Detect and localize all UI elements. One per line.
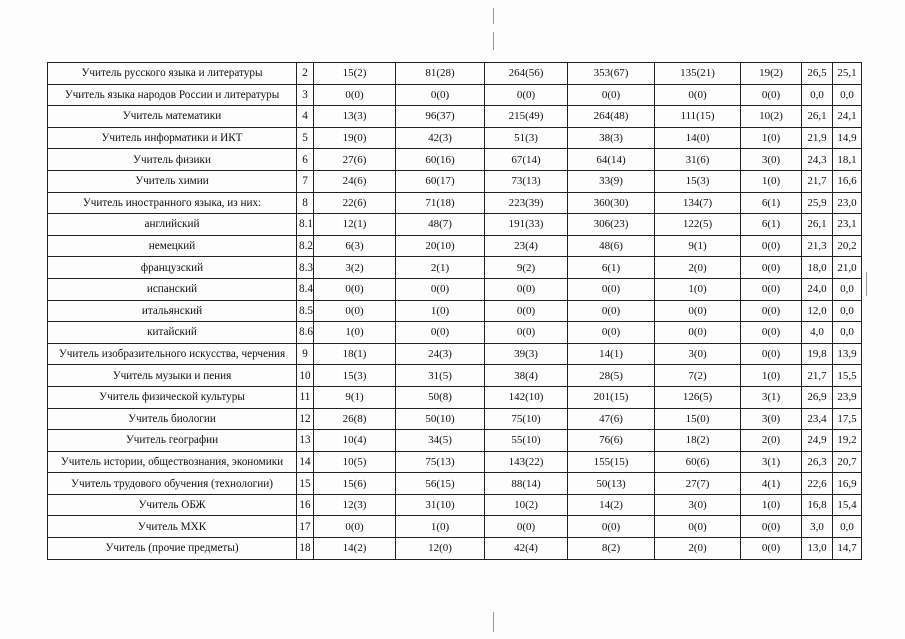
- value-cell: 3(1): [741, 386, 802, 408]
- table-row: [48, 516, 862, 538]
- value-cell: 9(2): [485, 257, 568, 279]
- value-cell: 0,0: [802, 84, 833, 106]
- value-cell: 48(6): [568, 235, 655, 257]
- value-cell: 1(0): [741, 365, 802, 387]
- value-cell: 19(2): [741, 63, 802, 85]
- value-cell: 14,7: [833, 538, 862, 560]
- value-cell: 75(10): [485, 408, 568, 430]
- value-cell: 0(0): [741, 538, 802, 560]
- row-code-cell: 8.1: [297, 214, 314, 236]
- row-code-cell: 2: [297, 63, 314, 85]
- value-cell: 21,9: [802, 127, 833, 149]
- subject-cell: Учитель иностранного языка, из них:: [48, 192, 297, 214]
- value-cell: 0(0): [741, 343, 802, 365]
- value-cell: 96(37): [396, 106, 485, 128]
- row-code-cell: 12: [297, 408, 314, 430]
- table-row: [48, 106, 862, 128]
- value-cell: 34(5): [396, 430, 485, 452]
- subject-cell: Учитель языка народов России и литературы: [48, 84, 297, 106]
- table-row: [48, 300, 862, 322]
- subject-cell: английский: [48, 214, 297, 236]
- value-cell: 1(0): [741, 127, 802, 149]
- subject-cell: Учитель физической культуры: [48, 386, 297, 408]
- value-cell: 1(0): [655, 278, 741, 300]
- row-code-cell: 8.3: [297, 257, 314, 279]
- value-cell: 8(2): [568, 538, 655, 560]
- value-cell: 0,0: [833, 322, 862, 344]
- table-row: [48, 192, 862, 214]
- value-cell: 6(1): [741, 192, 802, 214]
- table-row: [48, 235, 862, 257]
- value-cell: 42(4): [485, 538, 568, 560]
- value-cell: 9(1): [655, 235, 741, 257]
- value-cell: 15(2): [314, 63, 396, 85]
- subject-cell: Учитель истории, обществознания, экономики: [48, 451, 297, 473]
- value-cell: 23,9: [833, 386, 862, 408]
- table-row: [48, 170, 862, 192]
- value-cell: 0(0): [741, 84, 802, 106]
- value-cell: 0(0): [314, 84, 396, 106]
- value-cell: 13,0: [802, 538, 833, 560]
- row-code-cell: 14: [297, 451, 314, 473]
- table-row: [48, 63, 862, 85]
- value-cell: 7(2): [655, 365, 741, 387]
- value-cell: 10(5): [314, 451, 396, 473]
- value-cell: 3(0): [741, 408, 802, 430]
- value-cell: 0(0): [568, 516, 655, 538]
- value-cell: 0,0: [833, 516, 862, 538]
- scan-mark-right: [866, 272, 867, 296]
- scan-mark-top: [493, 8, 494, 24]
- row-code-cell: 8.5: [297, 300, 314, 322]
- value-cell: 0(0): [485, 322, 568, 344]
- value-cell: 26,1: [802, 214, 833, 236]
- value-cell: 0(0): [314, 300, 396, 322]
- row-code-cell: 7: [297, 170, 314, 192]
- value-cell: 75(13): [396, 451, 485, 473]
- value-cell: 13,9: [833, 343, 862, 365]
- value-cell: 1(0): [396, 300, 485, 322]
- row-code-cell: 8.2: [297, 235, 314, 257]
- value-cell: 0(0): [568, 300, 655, 322]
- value-cell: 60(6): [655, 451, 741, 473]
- value-cell: 21,7: [802, 365, 833, 387]
- value-cell: 20,7: [833, 451, 862, 473]
- value-cell: 306(23): [568, 214, 655, 236]
- table-row: [48, 214, 862, 236]
- table-row: [48, 473, 862, 495]
- subject-cell: Учитель ОБЖ: [48, 494, 297, 516]
- subject-cell: итальянский: [48, 300, 297, 322]
- value-cell: 0(0): [741, 322, 802, 344]
- value-cell: 1(0): [314, 322, 396, 344]
- value-cell: 10(4): [314, 430, 396, 452]
- value-cell: 26,9: [802, 386, 833, 408]
- scan-mark-bottom: [493, 612, 494, 632]
- value-cell: 39(3): [485, 343, 568, 365]
- value-cell: 31(10): [396, 494, 485, 516]
- value-cell: 38(4): [485, 365, 568, 387]
- value-cell: 142(10): [485, 386, 568, 408]
- value-cell: 3(1): [741, 451, 802, 473]
- value-cell: 23,4: [802, 408, 833, 430]
- row-code-cell: 5: [297, 127, 314, 149]
- row-code-cell: 6: [297, 149, 314, 171]
- value-cell: 15(3): [655, 170, 741, 192]
- value-cell: 24(3): [396, 343, 485, 365]
- value-cell: 20(10): [396, 235, 485, 257]
- value-cell: 15,5: [833, 365, 862, 387]
- value-cell: 26,1: [802, 106, 833, 128]
- value-cell: 26,5: [802, 63, 833, 85]
- value-cell: 0(0): [655, 84, 741, 106]
- value-cell: 111(15): [655, 106, 741, 128]
- value-cell: 134(7): [655, 192, 741, 214]
- value-cell: 3(0): [741, 149, 802, 171]
- value-cell: 201(15): [568, 386, 655, 408]
- value-cell: 18,1: [833, 149, 862, 171]
- value-cell: 0(0): [741, 235, 802, 257]
- value-cell: 2(1): [396, 257, 485, 279]
- value-cell: 1(0): [741, 170, 802, 192]
- value-cell: 19,8: [802, 343, 833, 365]
- value-cell: 0(0): [314, 278, 396, 300]
- value-cell: 27(7): [655, 473, 741, 495]
- value-cell: 353(67): [568, 63, 655, 85]
- value-cell: 38(3): [568, 127, 655, 149]
- value-cell: 0(0): [655, 300, 741, 322]
- table-row: [48, 257, 862, 279]
- subject-cell: Учитель химии: [48, 170, 297, 192]
- value-cell: 122(5): [655, 214, 741, 236]
- subject-cell: Учитель русского языка и литературы: [48, 63, 297, 85]
- value-cell: 50(13): [568, 473, 655, 495]
- row-code-cell: 15: [297, 473, 314, 495]
- value-cell: 12(0): [396, 538, 485, 560]
- value-cell: 18(1): [314, 343, 396, 365]
- table-row: [48, 408, 862, 430]
- value-cell: 42(3): [396, 127, 485, 149]
- value-cell: 23,1: [833, 214, 862, 236]
- subject-cell: французский: [48, 257, 297, 279]
- value-cell: 3,0: [802, 516, 833, 538]
- row-code-cell: 17: [297, 516, 314, 538]
- value-cell: 55(10): [485, 430, 568, 452]
- value-cell: 0,0: [833, 300, 862, 322]
- value-cell: 2(0): [655, 538, 741, 560]
- value-cell: 81(28): [396, 63, 485, 85]
- value-cell: 16,8: [802, 494, 833, 516]
- value-cell: 126(5): [655, 386, 741, 408]
- value-cell: 12(1): [314, 214, 396, 236]
- row-code-cell: 10: [297, 365, 314, 387]
- value-cell: 48(7): [396, 214, 485, 236]
- value-cell: 19(0): [314, 127, 396, 149]
- value-cell: 215(49): [485, 106, 568, 128]
- value-cell: 15(6): [314, 473, 396, 495]
- value-cell: 24,3: [802, 149, 833, 171]
- row-code-cell: 16: [297, 494, 314, 516]
- value-cell: 3(2): [314, 257, 396, 279]
- value-cell: 0(0): [485, 278, 568, 300]
- value-cell: 0(0): [568, 278, 655, 300]
- value-cell: 31(5): [396, 365, 485, 387]
- table-row: [48, 343, 862, 365]
- value-cell: 135(21): [655, 63, 741, 85]
- table-row: [48, 127, 862, 149]
- subject-cell: немецкий: [48, 235, 297, 257]
- row-code-cell: 8.4: [297, 278, 314, 300]
- subject-cell: Учитель трудового обучения (технологии): [48, 473, 297, 495]
- scan-mark-top-2: [493, 32, 494, 50]
- value-cell: 10(2): [485, 494, 568, 516]
- table-row: [48, 322, 862, 344]
- subject-cell: Учитель физики: [48, 149, 297, 171]
- row-code-cell: 11: [297, 386, 314, 408]
- value-cell: 13(3): [314, 106, 396, 128]
- value-cell: 60(16): [396, 149, 485, 171]
- value-cell: 21,3: [802, 235, 833, 257]
- subject-cell: Учитель МХК: [48, 516, 297, 538]
- value-cell: 25,9: [802, 192, 833, 214]
- row-code-cell: 3: [297, 84, 314, 106]
- subject-cell: Учитель изобразительного искусства, черчения: [48, 343, 297, 365]
- value-cell: 2(0): [655, 257, 741, 279]
- value-cell: 0(0): [741, 257, 802, 279]
- subject-cell: китайский: [48, 322, 297, 344]
- value-cell: 0(0): [741, 300, 802, 322]
- value-cell: 0(0): [568, 322, 655, 344]
- value-cell: 12(3): [314, 494, 396, 516]
- value-cell: 3(0): [655, 494, 741, 516]
- value-cell: 2(0): [741, 430, 802, 452]
- value-cell: 155(15): [568, 451, 655, 473]
- value-cell: 22,6: [802, 473, 833, 495]
- value-cell: 23(4): [485, 235, 568, 257]
- value-cell: 6(1): [741, 214, 802, 236]
- value-cell: 19,2: [833, 430, 862, 452]
- value-cell: 360(30): [568, 192, 655, 214]
- value-cell: 0(0): [396, 322, 485, 344]
- value-cell: 26(8): [314, 408, 396, 430]
- table-row: [48, 494, 862, 516]
- value-cell: 24,1: [833, 106, 862, 128]
- value-cell: 50(8): [396, 386, 485, 408]
- table-row: [48, 386, 862, 408]
- value-cell: 15,4: [833, 494, 862, 516]
- value-cell: 71(18): [396, 192, 485, 214]
- value-cell: 51(3): [485, 127, 568, 149]
- value-cell: 16,9: [833, 473, 862, 495]
- value-cell: 0(0): [485, 84, 568, 106]
- value-cell: 0(0): [741, 516, 802, 538]
- value-cell: 25,1: [833, 63, 862, 85]
- value-cell: 10(2): [741, 106, 802, 128]
- value-cell: 26,3: [802, 451, 833, 473]
- value-cell: 24(6): [314, 170, 396, 192]
- table-row: [48, 430, 862, 452]
- value-cell: 17,5: [833, 408, 862, 430]
- subject-cell: Учитель географии: [48, 430, 297, 452]
- value-cell: 88(14): [485, 473, 568, 495]
- value-cell: 60(17): [396, 170, 485, 192]
- value-cell: 4(1): [741, 473, 802, 495]
- value-cell: 0,0: [833, 278, 862, 300]
- subject-cell: Учитель биологии: [48, 408, 297, 430]
- value-cell: 21,0: [833, 257, 862, 279]
- value-cell: 0(0): [485, 300, 568, 322]
- subject-cell: Учитель математики: [48, 106, 297, 128]
- value-cell: 143(22): [485, 451, 568, 473]
- value-cell: 21,7: [802, 170, 833, 192]
- value-cell: 0(0): [655, 322, 741, 344]
- subject-cell: Учитель музыки и пения: [48, 365, 297, 387]
- value-cell: 47(6): [568, 408, 655, 430]
- value-cell: 18(2): [655, 430, 741, 452]
- value-cell: 264(56): [485, 63, 568, 85]
- row-code-cell: 9: [297, 343, 314, 365]
- value-cell: 6(3): [314, 235, 396, 257]
- value-cell: 50(10): [396, 408, 485, 430]
- value-cell: 9(1): [314, 386, 396, 408]
- table-row: [48, 451, 862, 473]
- value-cell: 14(2): [568, 494, 655, 516]
- value-cell: 33(9): [568, 170, 655, 192]
- value-cell: 22(6): [314, 192, 396, 214]
- value-cell: 0(0): [568, 84, 655, 106]
- table-row: [48, 538, 862, 560]
- value-cell: 16,6: [833, 170, 862, 192]
- value-cell: 0(0): [655, 516, 741, 538]
- value-cell: 24,9: [802, 430, 833, 452]
- value-cell: 31(6): [655, 149, 741, 171]
- value-cell: 14(2): [314, 538, 396, 560]
- value-cell: 6(1): [568, 257, 655, 279]
- value-cell: 73(13): [485, 170, 568, 192]
- value-cell: 3(0): [655, 343, 741, 365]
- value-cell: 15(3): [314, 365, 396, 387]
- value-cell: 4,0: [802, 322, 833, 344]
- table-row: [48, 84, 862, 106]
- table-row: [48, 278, 862, 300]
- subject-cell: Учитель информатики и ИКТ: [48, 127, 297, 149]
- row-code-cell: 4: [297, 106, 314, 128]
- value-cell: 0(0): [396, 278, 485, 300]
- value-cell: 264(48): [568, 106, 655, 128]
- subject-cell: испанский: [48, 278, 297, 300]
- row-code-cell: 8: [297, 192, 314, 214]
- value-cell: 15(0): [655, 408, 741, 430]
- value-cell: 0(0): [741, 278, 802, 300]
- value-cell: 20,2: [833, 235, 862, 257]
- teachers-table: [47, 62, 862, 560]
- value-cell: 0(0): [396, 84, 485, 106]
- table-body: [48, 63, 862, 560]
- value-cell: 14(0): [655, 127, 741, 149]
- value-cell: 1(0): [396, 516, 485, 538]
- table-row: [48, 365, 862, 387]
- value-cell: 27(6): [314, 149, 396, 171]
- value-cell: 24,0: [802, 278, 833, 300]
- value-cell: 191(33): [485, 214, 568, 236]
- value-cell: 28(5): [568, 365, 655, 387]
- row-code-cell: 8.6: [297, 322, 314, 344]
- value-cell: 1(0): [741, 494, 802, 516]
- value-cell: 64(14): [568, 149, 655, 171]
- value-cell: 223(39): [485, 192, 568, 214]
- table-row: [48, 149, 862, 171]
- value-cell: 0,0: [833, 84, 862, 106]
- value-cell: 76(6): [568, 430, 655, 452]
- value-cell: 0(0): [485, 516, 568, 538]
- value-cell: 56(15): [396, 473, 485, 495]
- value-cell: 67(14): [485, 149, 568, 171]
- value-cell: 14,9: [833, 127, 862, 149]
- value-cell: 12,0: [802, 300, 833, 322]
- row-code-cell: 13: [297, 430, 314, 452]
- value-cell: 23,0: [833, 192, 862, 214]
- value-cell: 14(1): [568, 343, 655, 365]
- value-cell: 18,0: [802, 257, 833, 279]
- value-cell: 0(0): [314, 516, 396, 538]
- row-code-cell: 18: [297, 538, 314, 560]
- subject-cell: Учитель (прочие предметы): [48, 538, 297, 560]
